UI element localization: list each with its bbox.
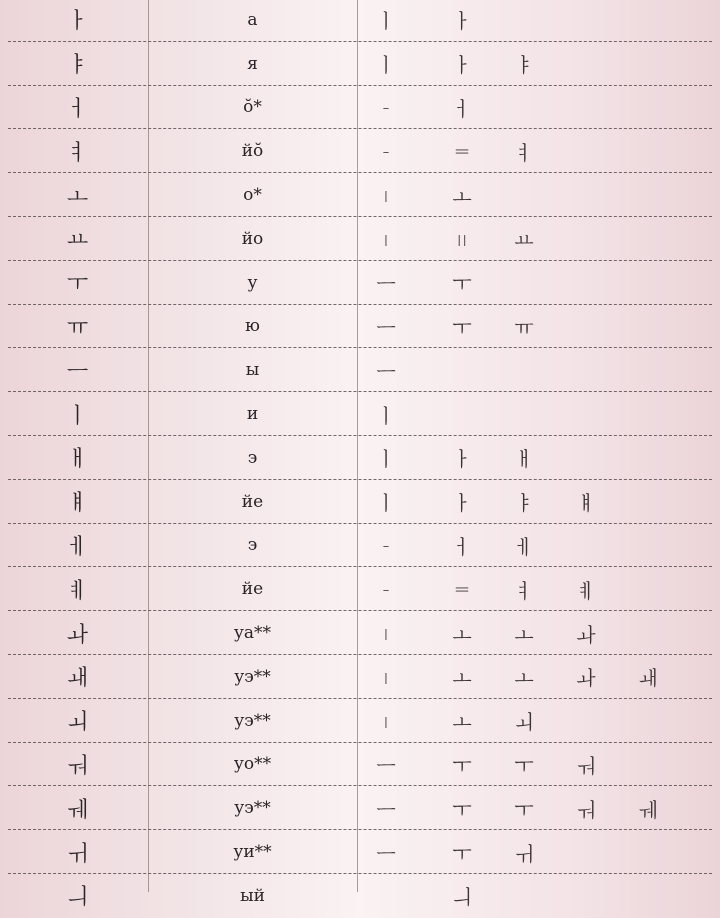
stroke-step: ıı (456, 226, 468, 251)
stroke-step: ㅠ (514, 315, 534, 340)
stroke-step: ㅜ (452, 797, 472, 822)
stroke-step: ㅏ (452, 9, 472, 34)
vowel-letter: ㅗ (66, 184, 89, 210)
stroke-step: ㅗ (452, 184, 472, 209)
vowel-letter: ㅐ (66, 447, 89, 473)
stroke-step: - (382, 533, 390, 558)
stroke-step: ㅡ (376, 359, 396, 384)
table-row (0, 129, 720, 173)
transcription: о* (243, 185, 262, 206)
vowel-letter: ㅠ (66, 315, 89, 341)
stroke-step: ㅗ (452, 710, 472, 735)
stroke-step: ㅣ (376, 403, 396, 428)
transcription: и (246, 404, 259, 425)
transcription: уа** (233, 623, 272, 644)
transcription: я (247, 53, 258, 74)
stroke-step (356, 874, 416, 918)
stroke-step: ı (383, 708, 389, 733)
vowel-letter: ㅙ (66, 666, 89, 692)
transcription: йо (241, 228, 264, 249)
vowel-letter: ㅓ (66, 96, 89, 122)
stroke-step: = (453, 139, 471, 164)
stroke-step: - (382, 95, 390, 120)
stroke-step: ı (383, 226, 389, 251)
transcription: ю (245, 316, 260, 337)
table-row (0, 567, 720, 611)
stroke-step: - (382, 577, 390, 602)
stroke-step: ㅛ (514, 228, 534, 253)
stroke-step: ㅔ (514, 534, 534, 559)
table-row (0, 830, 720, 874)
vowel-letter: ㅣ (66, 403, 89, 429)
stroke-step: ㅣ (376, 53, 396, 78)
stroke-step: ㅏ (452, 53, 472, 78)
stroke-step: ㅕ (514, 578, 534, 603)
table-row (0, 786, 720, 830)
vowel-letter: ㅘ (66, 622, 89, 648)
stroke-step: ㅓ (452, 96, 472, 121)
stroke-step: ㅜ (452, 753, 472, 778)
vowel-letter: ㅔ (66, 534, 89, 560)
stroke-step: ㅡ (376, 315, 396, 340)
stroke-step: ı (383, 664, 389, 689)
vowel-letter: ㅟ (66, 841, 89, 867)
stroke-step: ㅜ (452, 315, 472, 340)
vowel-letter: ㅢ (66, 885, 89, 911)
transcription: уо** (233, 754, 272, 775)
stroke-step: ㅐ (514, 447, 534, 472)
stroke-step: ㅜ (514, 753, 534, 778)
transcription: уэ** (234, 666, 271, 687)
stroke-step: ㅑ (514, 53, 534, 78)
stroke-step: - (382, 139, 390, 164)
transcription: э (247, 447, 258, 468)
stroke-step: ㅞ (638, 797, 658, 822)
transcription: ŏ* (243, 97, 262, 118)
transcription: йŏ (241, 141, 264, 162)
table-row (0, 42, 720, 86)
transcription: ый (240, 885, 265, 906)
stroke-step: ㅢ (452, 885, 472, 910)
vowel-letter: ㅖ (66, 578, 89, 604)
stroke-step: ㅜ (452, 272, 472, 297)
transcription: йе (241, 579, 264, 600)
vowel-letter: ㅛ (66, 228, 89, 254)
table-row (0, 392, 720, 436)
transcription: ы (245, 360, 260, 381)
stroke-step: ㅝ (576, 797, 596, 822)
table-row (0, 655, 720, 699)
stroke-step: ㅣ (376, 447, 396, 472)
vowel-letter: ㅞ (66, 797, 89, 823)
vowel-letter: ㅡ (66, 359, 89, 385)
stroke-step: ㅏ (452, 491, 472, 516)
table-row (0, 0, 720, 42)
stroke-step: ㅡ (376, 272, 396, 297)
stroke-step: ㅜ (514, 797, 534, 822)
stroke-step: ㅟ (514, 841, 534, 866)
table-row (0, 86, 720, 130)
vowel-letter: ㅏ (66, 9, 89, 35)
table-row (0, 874, 720, 918)
table-row (0, 699, 720, 743)
stroke-step: ㅜ (452, 841, 472, 866)
transcription: уэ** (234, 798, 271, 819)
table-row (0, 436, 720, 480)
stroke-step: ㅣ (376, 491, 396, 516)
stroke-step: ㅏ (452, 447, 472, 472)
vowel-letter: ㅝ (66, 753, 89, 779)
stroke-step: ㅡ (376, 841, 396, 866)
stroke-step: = (453, 577, 471, 602)
transcription: у (247, 272, 258, 293)
table-row (0, 348, 720, 392)
stroke-step: ㅙ (638, 666, 658, 691)
stroke-step: ㅕ (514, 140, 534, 165)
stroke-step: ㅗ (514, 666, 534, 691)
table-row (0, 611, 720, 655)
stroke-step: ㅖ (576, 578, 596, 603)
table-row (0, 305, 720, 349)
stroke-step: ㅡ (376, 797, 396, 822)
stroke-step: ㅗ (514, 622, 534, 647)
stroke-step: ㅓ (452, 534, 472, 559)
stroke-step: ㅗ (452, 666, 472, 691)
transcription: э (247, 535, 258, 556)
table-row (0, 480, 720, 524)
stroke-step: ı (383, 183, 389, 208)
stroke-step: ㅒ (576, 491, 596, 516)
vowel-letter: ㅕ (66, 140, 89, 166)
vowel-letter: ㅚ (66, 710, 89, 736)
transcription: уи** (233, 842, 272, 863)
stroke-step: ı (383, 621, 389, 646)
transcription: уэ** (234, 710, 271, 731)
table-row (0, 261, 720, 305)
table-row (0, 743, 720, 787)
vowel-letter: ㅑ (66, 53, 89, 79)
stroke-step: ㅡ (376, 753, 396, 778)
table-row (0, 217, 720, 261)
stroke-step: ㅘ (576, 622, 596, 647)
stroke-step: ㅣ (376, 9, 396, 34)
transcription: а (247, 9, 258, 30)
stroke-step: ㅗ (452, 622, 472, 647)
table-row (0, 173, 720, 217)
vowel-letter: ㅒ (66, 491, 89, 517)
vowel-letter: ㅜ (66, 272, 89, 298)
transcription: йе (241, 491, 264, 512)
stroke-step: ㅘ (576, 666, 596, 691)
stroke-step: ㅑ (514, 491, 534, 516)
stroke-step: ㅝ (576, 753, 596, 778)
stroke-step: ㅚ (514, 710, 534, 735)
table-row (0, 524, 720, 568)
